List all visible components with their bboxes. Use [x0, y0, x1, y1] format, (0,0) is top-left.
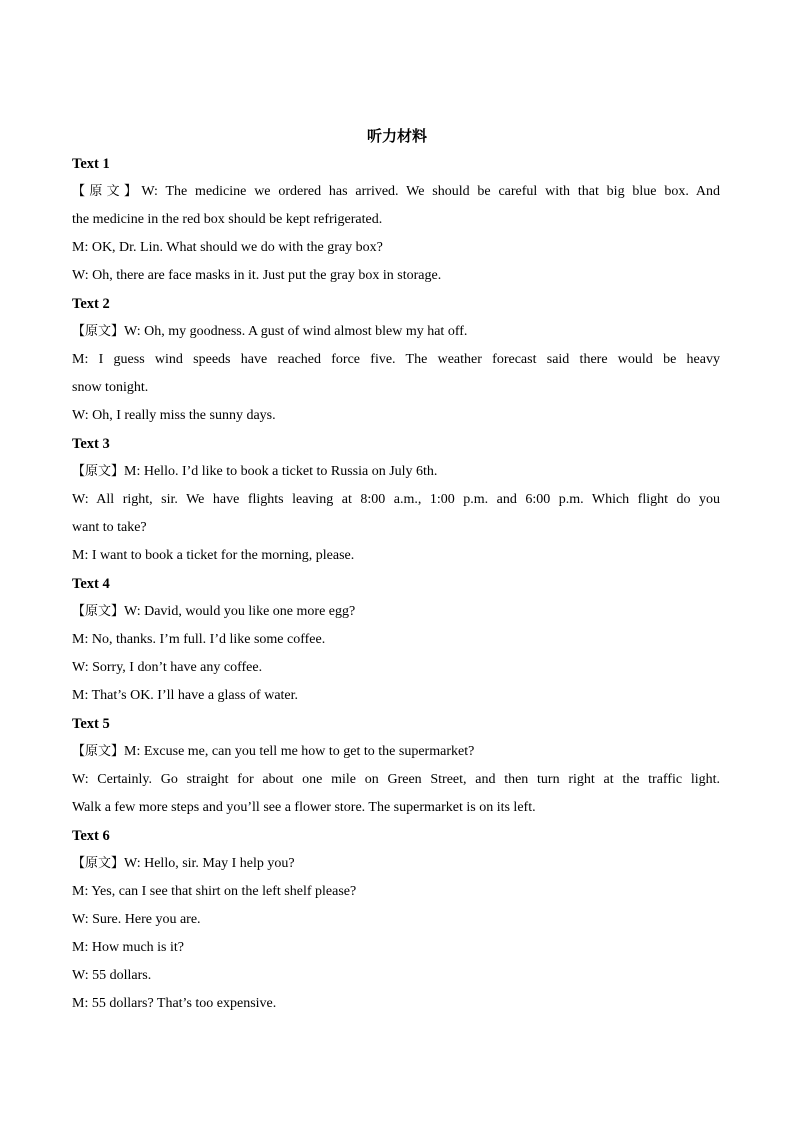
transcript-line-original: [72, 458, 720, 486]
line-text: M: I want to book a ticket for the morning, please.: [72, 548, 355, 563]
line-text: W: 55 dollars.: [72, 968, 152, 983]
section-heading: Text 1: [72, 156, 110, 172]
transcript-line: [72, 234, 720, 262]
page-title: 听力材料: [366, 127, 427, 145]
original-text-tag: 【原文】: [72, 324, 125, 339]
transcript-line: [72, 374, 720, 402]
transcript-line: [72, 878, 720, 906]
line-text: W: Oh, there are face masks in it. Just put the gray box in storage.: [72, 268, 442, 283]
line-text: W: The medicine we ordered has arrived. We should be careful with that big blue box. And: [141, 184, 720, 199]
line-text: M: How much is it?: [72, 940, 184, 955]
line-text: M: 55 dollars? That’s too expensive.: [72, 996, 277, 1011]
section-heading: Text 2: [72, 296, 110, 312]
transcript-line-original: [72, 318, 720, 346]
line-text: W: All right, sir. We have flights leaving at 8:00 a.m., 1:00 p.m. and 6:00 p.m. Which flight do you: [72, 492, 720, 507]
line-text: W: Sure. Here you are.: [72, 912, 201, 927]
line-text: M: Excuse me, can you tell me how to get to the supermarket?: [124, 744, 475, 759]
transcript-line: [72, 990, 720, 1018]
transcript-line: [72, 402, 720, 430]
transcript-line: [72, 962, 720, 990]
transcript-line: [72, 486, 720, 514]
original-text-tag: 【原文】: [72, 464, 125, 479]
transcript-line-original: [72, 598, 720, 626]
line-text: the medicine in the red box should be kept refrigerated.: [72, 212, 383, 227]
transcript-line: [72, 766, 720, 794]
line-text: M: Yes, can I see that shirt on the left shelf please?: [72, 884, 357, 899]
section-heading: Text 3: [72, 436, 110, 452]
line-text: Walk a few more steps and you’ll see a flower store. The supermarket is on its left.: [72, 800, 536, 815]
transcript-line: [72, 654, 720, 682]
line-text: snow tonight.: [72, 380, 149, 395]
transcript-line: [72, 262, 720, 290]
transcript-body: [72, 150, 720, 1018]
section-heading: Text 5: [72, 716, 110, 732]
transcript-line: [72, 682, 720, 710]
transcript-line: [72, 542, 720, 570]
transcript-line-original: [72, 178, 720, 206]
line-text: W: Oh, my goodness. A gust of wind almost blew my hat off.: [124, 324, 468, 339]
transcript-line-original: [72, 738, 720, 766]
transcript-line: [72, 794, 720, 822]
line-text: M: OK, Dr. Lin. What should we do with the gray box?: [72, 240, 383, 255]
line-text: W: David, would you like one more egg?: [124, 604, 356, 619]
transcript-line: [72, 906, 720, 934]
transcript-line: [72, 626, 720, 654]
line-text: W: Oh, I really miss the sunny days.: [72, 408, 276, 423]
transcript-line-original: [72, 850, 720, 878]
line-text: M: I guess wind speeds have reached force five. The weather forecast said there would be heavy: [72, 352, 720, 367]
line-text: W: Sorry, I don’t have any coffee.: [72, 660, 263, 675]
line-text: M: That’s OK. I’ll have a glass of water.: [72, 688, 299, 703]
line-text: M: No, thanks. I’m full. I’d like some coffee.: [72, 632, 326, 647]
section-heading: Text 6: [72, 828, 110, 844]
line-text: W: Certainly. Go straight for about one mile on Green Street, and then turn right at the traffic light.: [72, 772, 720, 787]
original-text-tag: 【原文】: [72, 856, 125, 871]
original-text-tag: 【原文】: [72, 744, 125, 759]
transcript-line: [72, 206, 720, 234]
line-text: M: Hello. I’d like to book a ticket to Russia on July 6th.: [124, 464, 438, 479]
transcript-line: [72, 934, 720, 962]
line-text: want to take?: [72, 520, 147, 535]
original-text-tag: 【原文】: [72, 604, 125, 619]
transcript-line: [72, 514, 720, 542]
section-heading: Text 4: [72, 576, 110, 592]
transcript-line: [72, 346, 720, 374]
line-text: W: Hello, sir. May I help you?: [124, 856, 295, 871]
original-text-tag: 【原文】: [72, 184, 142, 199]
